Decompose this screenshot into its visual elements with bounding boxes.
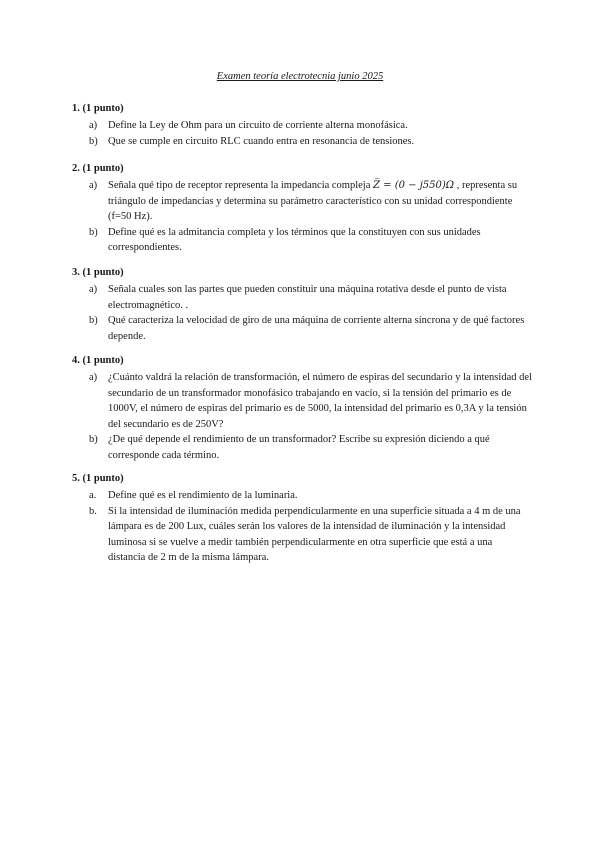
item-text: ¿Cuánto valdrá la relación de transformación, el número de espiras del secundario y la intensidad del secundario de un transformador monofásico trabajando en vacío, si la tensión del primario es de 1000V, el número de espiras del primario es de 5000, la intensidad del primario es 0,3A y la tensión del secundario es de 250V? <box>108 372 532 430</box>
question-5-item-a <box>72 488 532 504</box>
item-marker: a) <box>89 120 98 131</box>
item-marker: b) <box>89 434 98 445</box>
item-text: Qué caracteriza la velocidad de giro de una máquina de corriente alterna síncrona y de qué factores depende. <box>108 315 525 342</box>
item-text: Si la intensidad de iluminación medida perpendicularmente en una superficie situada a 4 m de una lámpara es de 200 Lux, cuáles serán los valores de la intensidad de iluminación y la intensidad luminosa si se vuelve a medir también perpendicularmente en otra superficie que está a una distancia de 2 m de la misma lámpara. <box>108 505 521 563</box>
question-2 <box>72 161 532 256</box>
item-marker: a) <box>89 372 98 383</box>
exam-title: Examen teoría electrotecnia junio 2025 <box>216 71 384 82</box>
question-3-heading: 3. (1 punto) <box>72 267 124 278</box>
item-marker: b) <box>89 135 98 147</box>
question-5 <box>72 471 532 566</box>
question-1-heading: 1. (1 punto) <box>72 103 124 114</box>
impedance-formula: Z̅ = (0 − j550)Ω <box>373 180 455 191</box>
question-1-item-b <box>72 134 532 150</box>
item-text-after: , representa su triángulo de impedancias y determina su parámetro característico con su unidad correspondiente (f=50 Hz). <box>108 180 518 222</box>
question-4-item-a <box>72 370 532 432</box>
question-4-heading: 4. (1 punto) <box>72 355 124 366</box>
question-5-heading: 5. (1 punto) <box>72 473 124 484</box>
question-5-item-b <box>72 504 532 566</box>
item-text-before: Señala qué tipo de receptor representa la impedancia compleja <box>108 180 374 191</box>
item-marker: a) <box>89 180 98 191</box>
item-text: Que se cumple en circuito RLC cuando entra en resonancia de tensiones. <box>108 135 415 147</box>
question-2-item-a <box>72 178 532 225</box>
question-4 <box>72 353 532 463</box>
item-marker: b) <box>89 315 98 326</box>
question-1 <box>72 101 532 149</box>
question-3-item-b <box>72 313 532 344</box>
item-text: ¿De qué depende el rendimiento de un transformador? Escribe su expresión diciendo a qué corresponde cada término. <box>108 434 490 461</box>
item-text: Señala cuales son las partes que pueden constituir una máquina rotativa desde el punto de vista electromagnético. . <box>108 284 507 311</box>
question-1-item-a <box>72 118 532 134</box>
item-text: Define qué es el rendimiento de la luminaria. <box>108 490 298 501</box>
question-2-heading: 2. (1 punto) <box>72 163 124 174</box>
question-4-item-b <box>72 432 532 463</box>
item-text <box>108 178 532 225</box>
item-marker: a. <box>89 490 97 501</box>
question-3 <box>72 265 532 344</box>
item-marker: b. <box>89 505 97 517</box>
item-marker: a) <box>89 284 98 295</box>
item-text: Define qué es la admitancia completa y los términos que la constituyen con sus unidades correspondientes. <box>108 226 481 253</box>
question-3-item-a <box>72 282 532 313</box>
question-2-item-b <box>72 225 532 256</box>
item-marker: b) <box>89 226 98 238</box>
item-text: Define la Ley de Ohm para un circuito de corriente alterna monofásica. <box>108 120 408 131</box>
